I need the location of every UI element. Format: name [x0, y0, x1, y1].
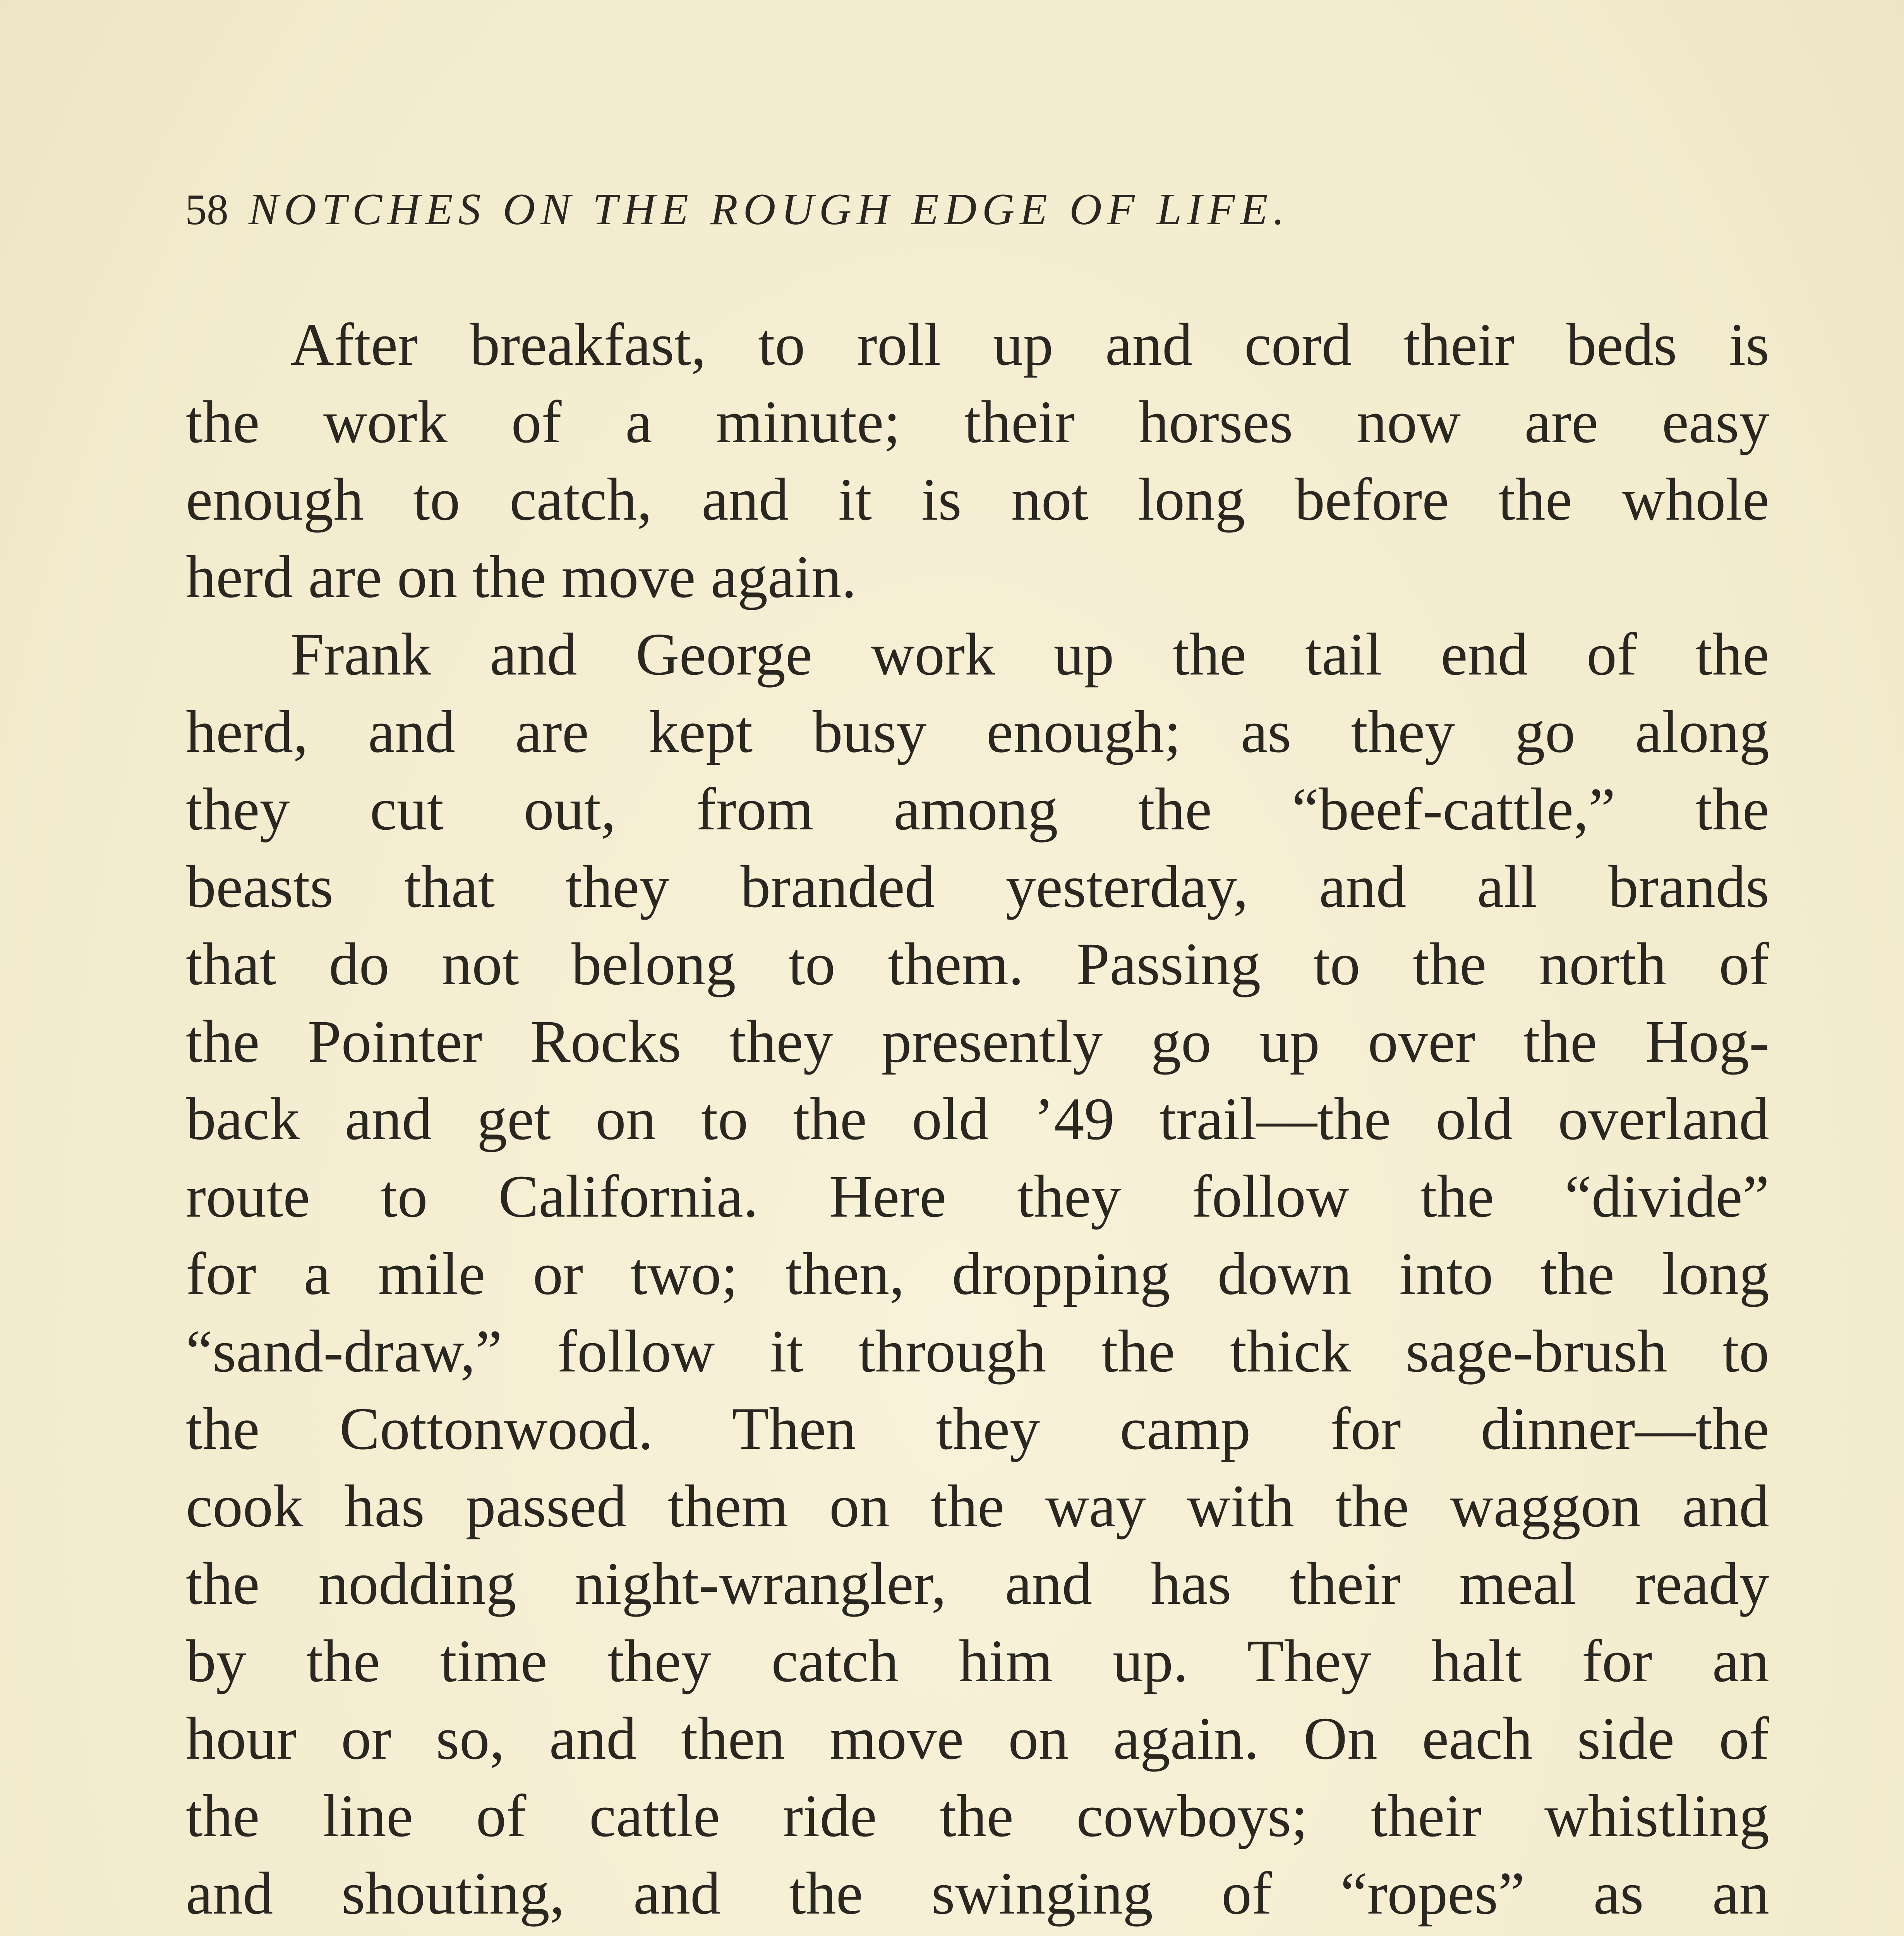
running-head: NOTCHES ON THE ROUGH EDGE OF LIFE. [249, 185, 1290, 234]
page-number: 58 [185, 186, 228, 234]
text-line: back and get on to the old ’49 trail—the old overland [186, 1085, 1769, 1152]
text-line: that do not belong to them. Passing to the north of [186, 930, 1769, 997]
text-line: the line of cattle ride the cowboys; their whistling [186, 1782, 1769, 1849]
text-line: the nodding night-wrangler, and has their meal ready [186, 1550, 1769, 1617]
text-line: route to California. Here they follow the “divide” [186, 1163, 1769, 1230]
text-line [186, 1932, 1769, 1936]
page-header [185, 184, 1710, 235]
text-line: enough to catch, and it is not long before the whole [186, 466, 1769, 533]
text-line: herd, and are kept busy enough; as they go along [186, 698, 1769, 765]
text-line: After breakfast, to roll up and cord their beds is [290, 311, 1769, 378]
text-line: beasts that they branded yesterday, and all brands [186, 853, 1769, 920]
text-line: the Pointer Rocks they presently go up over the Hog- [186, 1008, 1769, 1075]
body-text [186, 306, 1769, 1936]
text-line: cook has passed them on the way with the waggon and [186, 1473, 1769, 1540]
text-line: the Cottonwood. Then they camp for dinner—the [186, 1395, 1769, 1462]
text-line: and shouting, and the swinging of “ropes” as an [186, 1860, 1769, 1927]
text-line: Frank and George work up the tail end of the [290, 621, 1769, 688]
text-line: they cut out, from among the “beef-cattle,” the [186, 776, 1769, 843]
text-line: herd are on the move again. [186, 543, 857, 610]
text-line: for a mile or two; then, dropping down into the long [186, 1240, 1769, 1307]
text-line: hour or so, and then move on again. On each side of [186, 1705, 1769, 1772]
text-line: by the time they catch him up. They halt for an [186, 1627, 1769, 1694]
text-line: the work of a minute; their horses now are easy [186, 388, 1769, 455]
text-line: “sand-draw,” follow it through the thick sage-brush to [186, 1318, 1769, 1385]
